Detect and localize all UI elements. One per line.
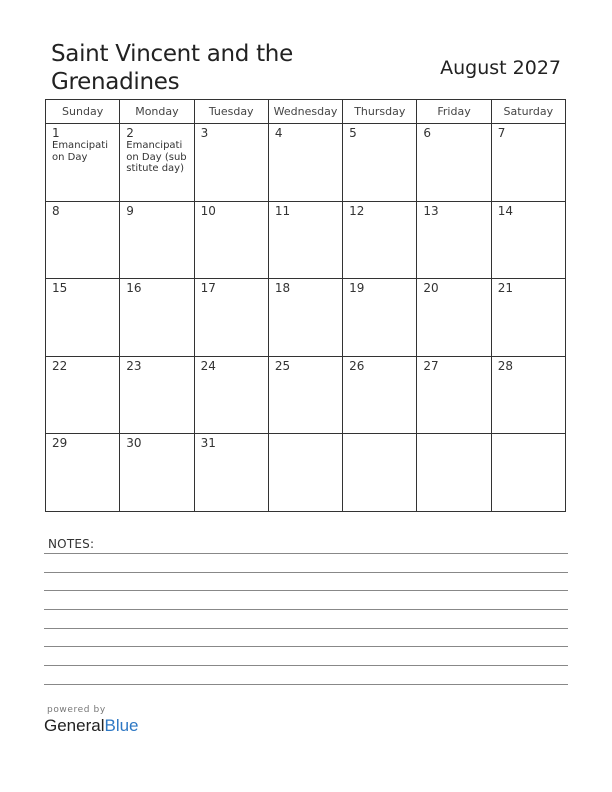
day-cell (46, 201, 120, 279)
day-cell (46, 124, 120, 202)
day-cell (120, 434, 194, 512)
day-cell (343, 124, 417, 202)
day-number: 8 (52, 203, 60, 218)
day-number: 17 (200, 281, 216, 296)
weekday-tuesday: Tuesday (194, 100, 268, 124)
day-cell (268, 201, 342, 279)
weekday-thursday: Thursday (343, 100, 417, 124)
day-cell (417, 201, 491, 279)
weekday-saturday: Saturday (491, 100, 565, 124)
note-line (44, 609, 568, 610)
weekday-monday: Monday (120, 100, 194, 124)
day-number: 15 (52, 281, 68, 296)
day-number: 10 (200, 203, 216, 218)
day-cell (343, 279, 417, 357)
note-line (44, 665, 568, 666)
day-number: 31 (200, 436, 216, 451)
day-cell (491, 279, 565, 357)
day-number: 6 (423, 126, 432, 140)
day-cell (194, 279, 268, 357)
day-cell (120, 356, 194, 434)
day-number: 23 (126, 358, 142, 373)
day-cell (268, 356, 342, 434)
day-cell (417, 279, 491, 357)
week-row (46, 201, 566, 279)
day-number: 19 (349, 281, 365, 296)
day-cell (268, 434, 342, 512)
note-line (44, 572, 568, 573)
week-row (46, 356, 566, 434)
day-number: 30 (126, 436, 142, 451)
week-row (46, 434, 566, 512)
day-cell (268, 124, 342, 202)
week-row (46, 124, 566, 202)
day-number: 2 (126, 126, 134, 140)
day-number: 14 (497, 203, 513, 218)
day-cell (120, 201, 194, 279)
holiday-label: Emancipation Day (substitute day) (126, 140, 187, 174)
week-row (46, 279, 566, 357)
day-cell (343, 356, 417, 434)
day-cell (417, 356, 491, 434)
day-cell (491, 124, 565, 202)
day-number: 9 (126, 203, 134, 218)
day-cell (491, 434, 565, 512)
day-cell (343, 201, 417, 279)
day-number: 7 (497, 126, 506, 140)
note-line (44, 590, 568, 591)
day-number: 12 (349, 203, 365, 218)
day-cell (194, 356, 268, 434)
day-cell (120, 124, 194, 202)
calendar-title: Saint Vincent and the Grenadines (51, 41, 293, 95)
day-cell (194, 201, 268, 279)
weekday-wednesday: Wednesday (268, 100, 342, 124)
day-number: 29 (52, 436, 68, 451)
powered-by-text: powered by (47, 705, 106, 715)
day-number: 21 (497, 281, 513, 296)
note-line (44, 628, 568, 629)
day-number: 1 (52, 126, 60, 140)
weekday-friday: Friday (417, 100, 491, 124)
brand-logo (44, 716, 139, 736)
day-cell (194, 124, 268, 202)
day-number: 24 (200, 358, 216, 373)
day-cell (46, 356, 120, 434)
day-number: 22 (52, 358, 68, 373)
day-number: 18 (274, 281, 291, 296)
day-cell (46, 279, 120, 357)
day-cell (491, 201, 565, 279)
day-cell (194, 434, 268, 512)
day-cell (417, 124, 491, 202)
day-number: 16 (126, 281, 142, 296)
day-number: 27 (423, 358, 439, 373)
day-number: 3 (200, 126, 209, 140)
day-number: 28 (497, 358, 513, 373)
holiday-label: Emancipation Day (52, 140, 108, 163)
month-year: August 2027 (440, 57, 561, 79)
note-line (44, 684, 568, 685)
day-number: 5 (349, 126, 357, 140)
day-number: 13 (423, 203, 439, 218)
day-cell (491, 356, 565, 434)
calendar-grid (45, 99, 566, 512)
weekday-sunday: Sunday (46, 100, 120, 124)
day-cell (343, 434, 417, 512)
weekday-header-row (46, 100, 566, 124)
day-number: 26 (349, 358, 365, 373)
notes-label: NOTES: (48, 537, 95, 551)
day-cell (46, 434, 120, 512)
day-number: 20 (423, 281, 439, 296)
brand-blue: Blue (104, 716, 139, 735)
note-line (44, 646, 568, 647)
day-cell (120, 279, 194, 357)
note-line (44, 553, 568, 554)
day-cell (417, 434, 491, 512)
day-cell (268, 279, 342, 357)
brand-general: General (44, 716, 105, 735)
day-number: 11 (274, 203, 291, 218)
day-number: 25 (274, 358, 291, 373)
day-number: 4 (274, 126, 283, 140)
